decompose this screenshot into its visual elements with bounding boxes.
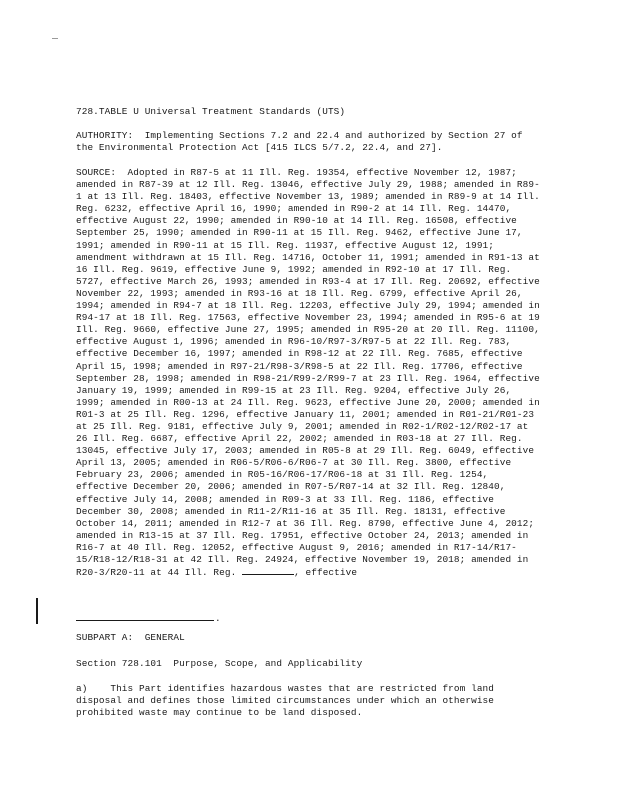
table-title: 728.TABLE U Universal Treatment Standards (UTS) [76,106,346,117]
authority-paragraph: AUTHORITY: Implementing Sections 7.2 and 22.4 and authorized by Section 27 of the Environmental Protection Act [415 ILCS 5/7.2, 22.4, and 27]. [76,130,529,154]
register-page-blank [242,566,294,575]
subpart-heading: SUBPART A: GENERAL [76,632,185,643]
revision-margin-bar [36,598,38,624]
source-text: SOURCE: Adopted in R87-5 at 11 Ill. Reg. 19354, effective November 12, 1987; amended in R87-39 at 12 Ill. Reg. 13046, effective July 29, 1988; amended in R89-1 at 13 Ill. Reg. 18403, effective November 13, 1989; amended in R89-9 at 14 Ill. Reg. 6232, effective April 16, 1990; amended in R90-2 at 14 Ill. Reg. 14470, effective August 22, 1990; amended in R90-10 at 14 Ill. Reg. 16508, effective September 25, 1990; amended in R90-11 at 15 Ill. Reg. 9462, effective June 17, 1991; amended in R90-11 at 15 Ill. Reg. 11937, effective August 12, 1991; amendment withdrawn at 15 Ill. Reg. 14716, October 11, 1991; amended in R91-13 at 16 Ill. Reg. 9619, effective June 9, 1992; amended in R92-10 at 17 Ill. Reg. 5727, effective March 26, 1993; amended in R93-4 at 17 Ill. Reg. 20692, effective November 22, 1993; amended in R93-16 at 18 Ill. Reg. 6799, effective April 26, 1994; amended in R94-7 at 18 Ill. Reg. 12203, effective July 29, 1994; amended in R94-17 at 18 Ill. Reg. 17563, effective November 23, 1994; amended in R95-6 at 19 Ill. Reg. 9660, effective June 27, 1995; amended in R95-20 at 20 Ill. Reg. 11100, effective August 1, 1996; amended in R96-10/R97-3/R97-5 at 22 Ill. Reg. 783, effective December 16, 1997; amended in R98-12 at 22 Ill. Reg. 7685, effective April 15, 1998; amended in R97-21/R98-3/R98-5 at 22 Ill. Reg. 17706, effective September 28, 1998; amended in R98-21/R99-2/R99-7 at 23 Ill. Reg. 1964, effective January 19, 1999; amended in R99-15 at 23 Ill. Reg. 9204, effective July 26, 1999; amended in R00-13 at 24 Ill. Reg. 9623, effective June 20, 2000; amended in R01-3 at 25 Ill. Reg. 1296, effective January 11, 2001; amended in R01-21/R01-23 at 25 Ill. Reg. 9181, effective July 9, 2001; amended in R02-1/R02-12/R02-17 at 26 Ill. Reg. 6687, effective April 22, 2002; amended in R03-18 at 27 Ill. Reg. 13045, effective July 17, 2003; amended in R05-8 at 29 Ill. Reg. 6049, effective April 13, 2005; amended in R06-5/R06-6/R06-7 at 30 Ill. Reg. 3800, effective February 23, 2006; amended in R05-16/R06-17/R06-18 at 31 Ill. Reg. 1254, effective December 20, 2006; amended in R07-5/R07-14 at 32 Ill. Reg. 12840, effective July 14, 2008; amended in R09-3 at 33 Ill. Reg. 1186, effective December 30, 2008; amended in R11-2/R11-16 at 35 Ill. Reg. 18131, effective October 14, 2011; amended in R12-7 at 36 Ill. Reg. 8790, effective June 4, 2012; amended in R13-15 at 37 Ill. Reg. 17951, effective October 24, 2013; amended in R16-7 at 40 Ill. Reg. 12052, effective August 9, 2016; amended in R17-14/R17-15/R18-12/R18-31 at 42 Ill. Reg. 24924, effective November 19, 2018; amended in R20-3/R20-11 at 44 Ill. Reg. [76,167,546,579]
section-heading: Section 728.101 Purpose, Scope, and Applicability [76,658,363,669]
scan-artifact [52,38,58,39]
source-tail: , effective [294,567,358,579]
effective-date-blank [76,620,214,621]
source-end: . [215,613,221,624]
source-paragraph [76,167,544,579]
paragraph-a: a) This Part identifies hazardous wastes that are restricted from land disposal and defines those limited circumstances under which an otherwise prohibited waste may continue to be land disposed. [76,683,500,719]
